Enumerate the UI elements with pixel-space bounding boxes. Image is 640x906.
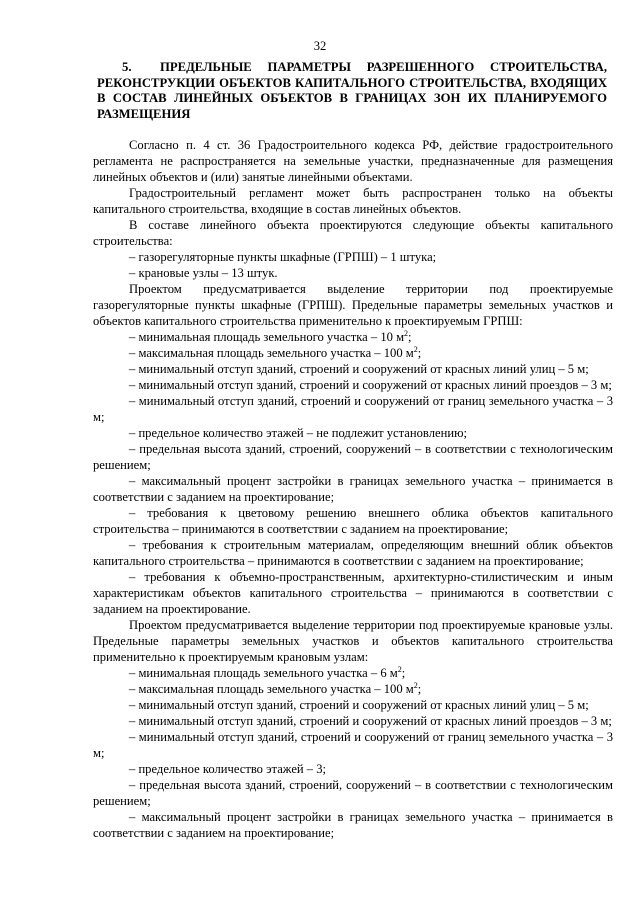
- document-body: [93, 137, 613, 841]
- list-item: – максимальный процент застройки в границах земельного участка – принимается в соответствии с заданием на проектирование;: [93, 474, 613, 504]
- list-item: [93, 329, 613, 345]
- list-item: – минимальный отступ зданий, строений и сооружений от красных линий улиц – 5 м;: [129, 362, 589, 376]
- list-item: [93, 665, 613, 681]
- list-item: – предельная высота зданий, строений, сооружений – в соответствии с технологическим решением;: [93, 778, 613, 808]
- paragraph: Проектом предусматривается выделение территории под проектируемые крановые узлы. Предельные параметры земельных участков и объектов капитального строительства применительно к проектируемым крановым узлам:: [93, 618, 613, 664]
- superscript: 2: [397, 665, 402, 674]
- list-item: – предельная высота зданий, строений, сооружений – в соответствии с технологическим решением;: [93, 442, 613, 472]
- list-item: – требования к цветовому решению внешнего облика объектов капитального строительства – принимаются в соответствии с заданием на проектирование;: [93, 506, 613, 536]
- superscript: 2: [404, 329, 409, 338]
- list-item-text: – минимальная площадь земельного участка – 10 м: [129, 330, 405, 344]
- list-item-text: – минимальная площадь земельного участка – 6 м: [129, 666, 398, 680]
- list-item: – минимальный отступ зданий, строений и сооружений от красных линий проездов – 3 м;: [129, 714, 612, 728]
- paragraph: Градостроительный регламент может быть распространен только на объекты капитального строительства, входящие в состав линейных объектов.: [93, 186, 613, 216]
- list-item: – максимальный процент застройки в границах земельного участка – принимается в соответствии с заданием на проектирование;: [93, 810, 613, 840]
- list-item: [93, 681, 613, 697]
- list-item-text: ;: [417, 682, 422, 696]
- page-number: 32: [313, 39, 327, 53]
- paragraph: Согласно п. 4 ст. 36 Градостроительного кодекса РФ, действие градостроительного регламента не распространяется на земельные участки, предназначенные для размещения линейных объектов и (или) занятые линейными объектами.: [93, 138, 613, 184]
- list-item-text: – максимальная площадь земельного участка – 100 м: [129, 346, 414, 360]
- list-item: – минимальный отступ зданий, строений и сооружений от красных линий улиц – 5 м;: [129, 698, 589, 712]
- list-item-text: ;: [401, 666, 406, 680]
- list-item: – минимальный отступ зданий, строений и сооружений от границ земельного участка – 3 м;: [93, 394, 613, 424]
- section-heading: [97, 60, 607, 122]
- list-item-text: – максимальная площадь земельного участка – 100 м: [129, 682, 414, 696]
- list-item: – предельное количество этажей – 3;: [129, 762, 327, 776]
- list-item: – минимальный отступ зданий, строений и сооружений от красных линий проездов – 3 м;: [129, 378, 612, 392]
- list-item: – требования к объемно-пространственным, архитектурно-стилистическим и иным характеристикам объектов капитального строительства – принимаются в соответствии с заданием на проектирование.: [93, 570, 613, 616]
- list-item: – минимальный отступ зданий, строений и сооружений от границ земельного участка – 3 м;: [93, 730, 613, 760]
- list-item-text: ;: [417, 346, 422, 360]
- superscript: 2: [413, 345, 418, 354]
- list-item-text: ;: [408, 330, 412, 344]
- superscript: 2: [413, 681, 418, 690]
- list-item: – газорегуляторные пункты шкафные (ГРПШ) – 1 штука;: [129, 250, 437, 264]
- list-item: [93, 345, 613, 361]
- section-number: 5.: [122, 60, 132, 74]
- section-title: ПРЕДЕЛЬНЫЕ ПАРАМЕТРЫ РАЗРЕШЕННОГО СТРОИТЕЛЬСТВА, РЕКОНСТРУКЦИИ ОБЪЕКТОВ КАПИТАЛЬНОГО СТРОИТЕЛЬСТВА, ВХОДЯЩИХ В СОСТАВ ЛИНЕЙНЫХ ОБЪЕКТОВ В ГРАНИЦАХ ЗОН ИХ ПЛАНИРУЕМОГО РАЗМЕЩЕНИЯ: [97, 60, 607, 121]
- list-item: – требования к строительным материалам, определяющим внешний облик объектов капитального строительства – принимаются в соответствии с заданием на проектирование;: [93, 538, 613, 568]
- list-item: – крановые узлы – 13 штук.: [129, 266, 278, 280]
- paragraph: В составе линейного объекта проектируются следующие объекты капитального строительства:: [93, 218, 613, 248]
- paragraph: Проектом предусматривается выделение территории под проектируемые газорегуляторные пункты шкафные (ГРПШ). Предельные параметры земельных участков и объектов капитального строительства применительно к проектируемым ГРПШ:: [93, 282, 613, 328]
- list-item: – предельное количество этажей – не подлежит установлению;: [129, 426, 467, 440]
